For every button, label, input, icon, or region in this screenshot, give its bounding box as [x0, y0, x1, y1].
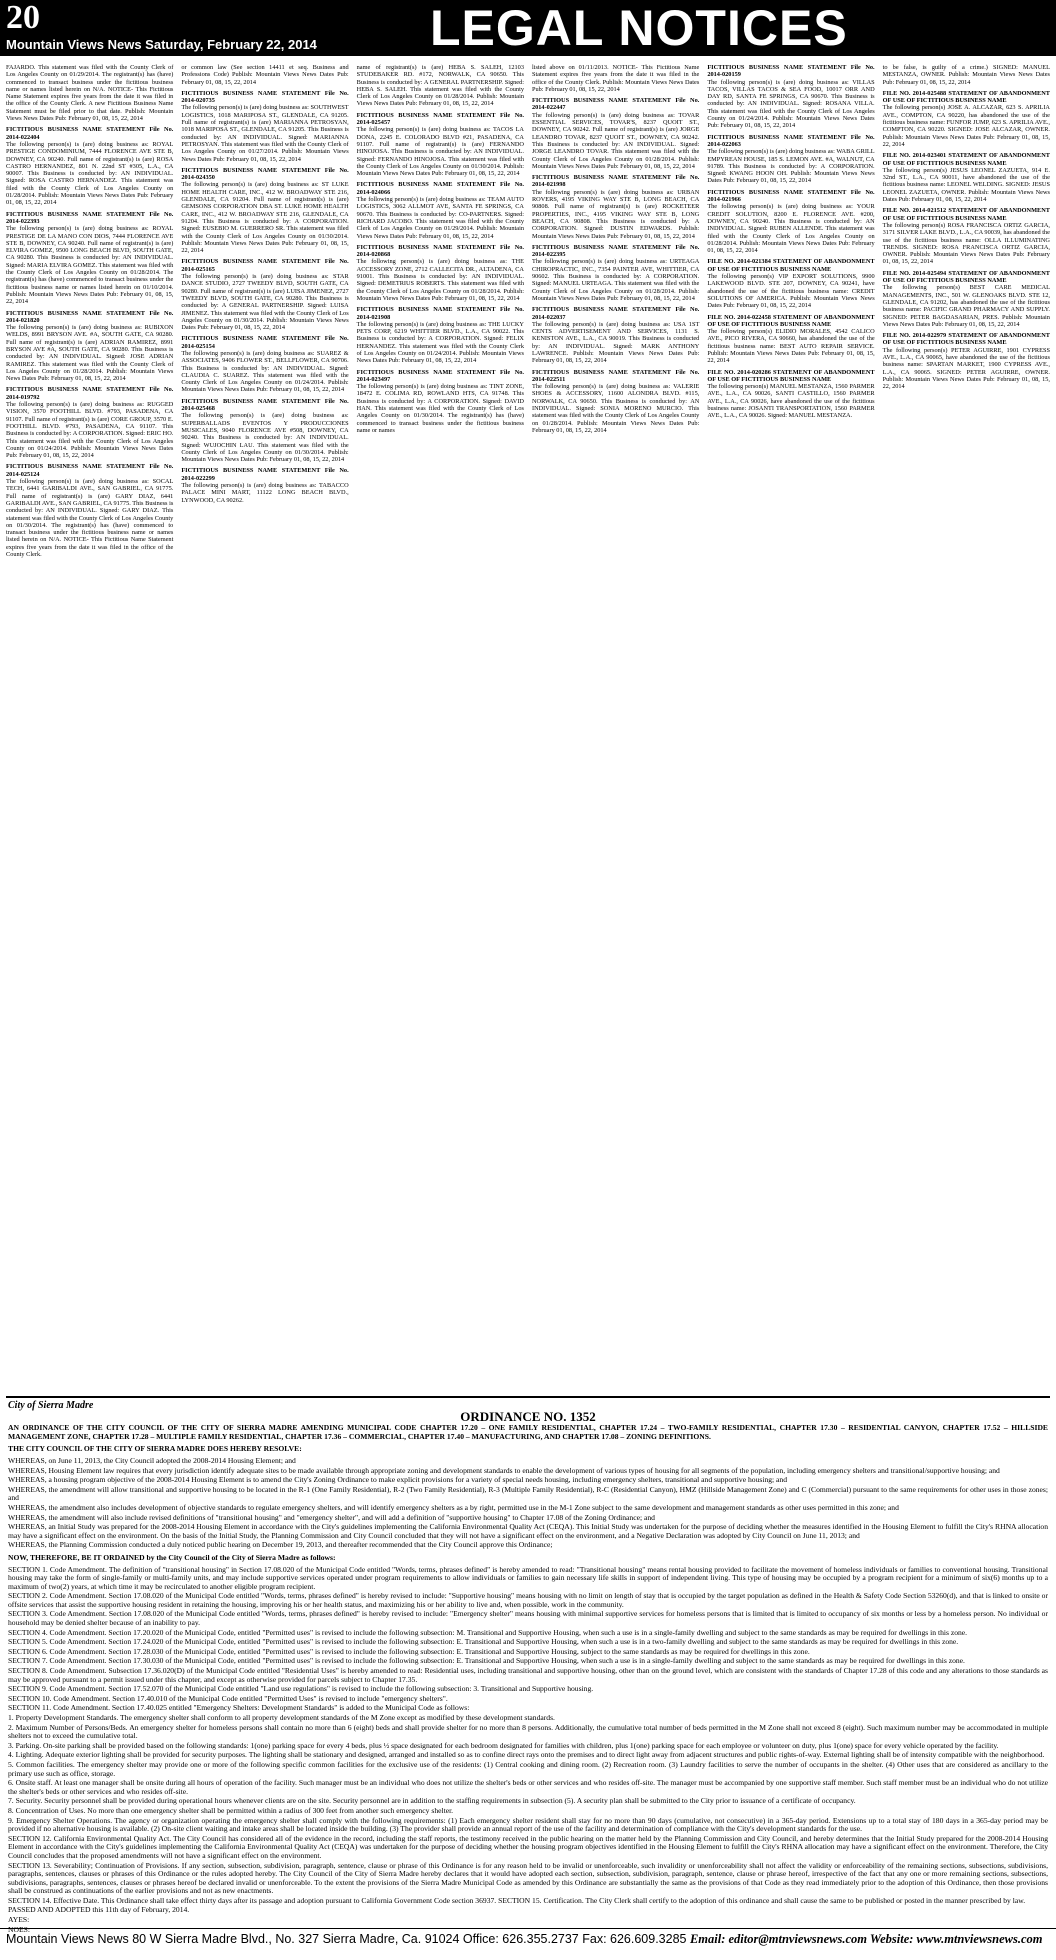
- notice-body: The following person(s) is (are) doing business as: RUGGED VISION, 3570 FOOTHILL BLVD. #793, PASADENA, CA 91107. Full name of registrant(s) is (are) CORE GROUP, 3570 E. FOOTHILL BLVD. #793, PASADENA, CA 91107. This Business is conducted by: A CORPORATION. Signed: ERIC HO. This statement was filed with the County Clerk of Los Angeles County on 01/24/2014. Publish: Mountain Views News Dates Pub: February 01, 08, 15, 22, 2014: [6, 401, 174, 460]
- notice-title: FILE NO. 2014-022979 STATEMENT OF ABANDONMENT OF USE OF FICTITIOUS BUSINESS NAME: [882, 332, 1050, 347]
- notice-body: The following person(s) is (are) doing business as: TEAM AUTO LOGISTICS, 3062 ALLMOT AVE, SANTA FE SPRINGS, CA 90670. This Business is conducted by: CO-PARTNERS. Signed: RICHARD JACOBO. This statement was filed with the County Clerk of Los Angeles County on 01/29/2014. Publish: Mountain Views News Dates Pub: February 01, 08, 15, 22, 2014: [356, 196, 524, 240]
- notice-title: FICTITIOUS BUSINESS NAME STATEMENT File No. 2014-022395: [531, 243, 700, 259]
- notice-body: The following person(s) is (are) doing business as: TACOS LA DONA, 2245 E. COLORADO BLVD #21, PASADENA, CA 91107. Full name of registrant(s) is (are) FERNANDO HINOJOSA. This Business is conducted by: AN INDIVIDUAL. Signed: FERNANDO HINOJOSA. This statement was filed with the County Clerk of Los Angeles County on 01/30/2014. Publish: Mountain Views News Dates Pub: February 01, 08, 15, 22, 2014: [356, 126, 524, 178]
- notice-body: The following person(s) BEST CARE MEDICAL MANAGEMENTS, INC., 501 W. GLENOAKS BLVD. STE 12, GLENDALE, CA 91202, has abandoned the use of the fictitious business name: PACIFIC GRAND PHARMACY AND SUPPLY. SIGNED: PETER BAGDASARIAN, PRES. Publish: Mountain Views News Dates Pub: February 01, 08, 15, 22, 2014: [882, 284, 1050, 328]
- ordinance-section: 7. Security. Security personnel shall be provided during operational hours whenever clients are on the site. Security personnel are in addition to the staffing requirements in subsection (5). A security plan shall be submitted to the City prior to issuance of a certificate of occupancy.: [8, 1796, 856, 1806]
- ordinance-section: SECTION 3. Code Amendment. Section 17.08.020 of the Municipal Code entitled "Words, terms, phrases defined" is hereby revised to include: "Emergency shelter" means housing with minimal supportive services for homeless persons that is limited that is limited to occupancy of six months or less by a homeless person. No individual or household may be denied shelter because of an inability to pay.: [8, 1609, 1048, 1628]
- legal-notice: [6, 64, 173, 122]
- whereas-clause: WHEREAS, the amendment will allow transitional and supportive housing to be located in the R-1 (One Family Residential), R-2 (Two Family Residential), R-3 (Multiple Family Residential), R-C (Residential Canyon), HMZ (Hillside Management Zone) and C (Commercial) pursuant to the same requirements for other uses in those zones; and: [8, 1484, 1048, 1503]
- ordinance-section: SECTION 8. Code Amendment. Subsection 17.36.020(D) of the Municipal Code entitled "Residential Uses" is hereby amended to read: Residential uses, including transitional and supportive housing, other than on the ground level, which are consistent with the standards of Chapter 17.28 of this code and any alterations to those standards as may be approved pursuant to a permit issued under this chapter, and except as otherwise provided for parcels subject to Chapter 17.35.: [8, 1666, 1048, 1684]
- ordinance-section: 8. Concentration of Uses. No more than one emergency shelter shall be permitted within a radius of 300 feet from another such emergency shelter.: [8, 1805, 454, 1815]
- notice-title: FILE NO. 2014-020286 STATEMENT OF ABANDONMENT OF USE OF FICTITIOUS BUSINESS NAME: [707, 368, 875, 383]
- notice-title: FICTITIOUS BUSINESS NAME STATEMENT File No. 2014-022299: [181, 467, 349, 482]
- notice-body: The following person(s) MANUEL MESTANZA, 1560 PARMER AVE., L.A., CA 90026, SANTI CASTILLO, 1560 PARMER AVE., L.A., CA 90026, have abandoned the use of the fictitious business name: JOSANTI TRANSPORTATION, 1560 PARMER AVE., L.A., CA 90026. Signed: MANUEL MESTANZA.: [707, 383, 875, 420]
- notice-title: FILE NO. 2014-023401 STATEMENT OF ABANDONMENT OF USE OF FICTITIOUS BUSINESS NAME: [882, 152, 1050, 167]
- legal-notice: [181, 335, 348, 393]
- legal-notice: [181, 258, 348, 331]
- notice-body: name of registrant(s) is (are) HEBA S. SALEH, 12103 STUDEBAKER RD. #172, NORWALK, CA 90650. This Business is conducted by: A GENERAL PARTNERSHIP. Signed: HEBA S. SALEH. This statement was filed with the County Clerk of Los Angeles County on 01/28/2014. Publish: Mountain Views News Dates Pub: February 01, 08, 15, 22, 2014: [356, 64, 524, 108]
- legal-notice: [883, 64, 1050, 86]
- ordinance-section: SECTION 6. Code Amendment. Section 17.28.030 of the Municipal Code, entitled "Permitted uses" is revised to include the following subsection: E. Transitional and Supportive Housing, subject to the same standards as may be required for dwellings in this zone.: [8, 1646, 810, 1656]
- notice-title: FICTITIOUS BUSINESS NAME STATEMENT File No. 2014-024066: [356, 181, 524, 196]
- legal-notice: [181, 398, 348, 464]
- notice-body: The following person(s) is (are) doing business as: SUPERBALLADS EVENTOS Y PRODUCCIONES MUSICALES, 9040 FLORENCE AVE #508, DOWNEY, CA 90240. This Business is conducted by: AN INDIVIDUAL. Signed: WUJOCHIN LAU. This statement was filed with the County Clerk of Los Angeles County on 01/30/2014. Publish: Mountain Views News Dates Pub: February 01, 08, 15, 22, 2014: [181, 412, 349, 464]
- notice-body: The following person(s) is (are) doing business as: WABA GRILL EMPYREAN HOUSE, 185 S. LEMON AVE. #A, WALNUT, CA 91789. This Business is conducted by: A CORPORATION. Signed: KWANG HOON OH. Publish: Mountain Views News Dates Pub: February 01, 08, 15, 22, 2014: [707, 148, 875, 185]
- ordinance-section: SECTION 1. Code Amendment. The definition of "transitional housing" in Section 17.08.020 of the Municipal Code entitled "Words, terms, phrases defined" is hereby amended to read: "Transitional housing" means rental housing provided to facilitate the movement of homeless individuals or families to conventional housing. Transitional housing may take the form of single-family or multi-family units, and may include supportive services operated under program requirements to allow individuals or families to gain necessary life skills in support of independent living. This type of housing may be occupied by a program recipient for a minimum of six(6) months up to a maximum of two(2) years, at which time it may be recirculated to another eligible program recipient.: [8, 1564, 1048, 1591]
- notice-column: [707, 64, 874, 1390]
- legal-notice: [357, 64, 524, 108]
- notice-title: FICTITIOUS BUSINESS NAME STATEMENT File No. 2014-021998: [531, 174, 700, 189]
- ordinance-resolve: THE CITY COUNCIL OF THE CITY OF SIERRA MADRE DOES HEREBY RESOLVE:: [8, 1444, 302, 1454]
- legal-notice: [707, 369, 874, 420]
- legal-notices-columns: [6, 64, 1050, 1390]
- notice-column: [883, 64, 1050, 1390]
- notice-column: [6, 64, 173, 1390]
- whereas-clause: WHEREAS, Housing Element law requires that every jurisdiction identify adequate sites to be made available through appropriate zoning and development standards to enable the development of various types of housing for all segments of the population, including emergency shelters and transitional/supportive housing; and: [8, 1465, 1000, 1475]
- legal-notice: [883, 270, 1050, 328]
- legal-notice: [357, 369, 524, 435]
- notice-title: FICTITIOUS BUSINESS NAME STATEMENT File No. 2014-025124: [6, 463, 174, 478]
- notice-body: The following person(s) is (are) doing business as: ST LUKE HOME HEALTH CARE, INC., 412 W. BROADWAY STE 216, GLENDALE, CA 91204. Full name of registrant(s) is (are) GEMSONS CORPORATION DBA ST. LUKE HOME HEALTH CARE, INC., 412 W. BROADWAY STE 216, GLENDALE, CA 91204. This Business is conducted by: A CORPORATION. Signed: EUSEBIO M. GUERRERO SR. This statement was filed with the County Clerk of Los Angeles County on 01/30/2014. Publish: Mountain Views News Dates Pub: February 01, 08, 15, 22, 2014: [181, 181, 349, 255]
- whereas-clause: WHEREAS, a housing program objective of the 2008-2014 Housing Element is to amend the City's Zoning Ordinance to make explicit provisions for a variety of special needs housing, including emergency shelters, transitional and supportive housing; and: [8, 1475, 788, 1485]
- notice-body: or common law (See section 14411 et seq. Business and Professions Code) Publish: Mountain Views News Dates Pub: February 01, 08, 15, 22, 2014: [181, 64, 349, 86]
- notice-title: FICTITIOUS BUSINESS NAME STATEMENT File No. 2014-021820: [6, 309, 174, 324]
- notice-body: The following person(s) is (are) doing business as: URBAN ROVERS, 4195 VIKING WAY STE B, LONG BEACH, CA 90808. Full name of registrant(s) is (are) ROCKETEER PROPERTIES, INC., 4195 VIKING WAY STE B, LONG BEACH, CA 90808. This Business is conducted by: A CORPORATION. Signed: DUSTIN EDWARDS. Publish: Mountain Views News Dates Pub: February 01, 08, 15, 22, 2014: [531, 188, 700, 240]
- notice-body: The following person(s) VIP EXPORT SOLUTIONS, 9900 LAKEWOOD BLVD. STE 207, DOWNEY, CA 90241, have abandoned the use of the fictitious business name: CREDIT SOLUTIONS OF AMERICA. Publish: Mountain Views News Dates Pub: February 01, 08, 15, 22, 2014: [707, 273, 875, 310]
- whereas-clause: WHEREAS, the Planning Commission conducted a duly noticed public hearing on December 19, 2013, and thereafter recommended that the City Council approve this Ordinance;: [8, 1540, 553, 1550]
- ordinance-number: ORDINANCE NO. 1352: [460, 1408, 596, 1424]
- notice-title: FICTITIOUS BUSINESS NAME STATEMENT File No. 2014-025468: [181, 397, 349, 413]
- legal-notice: [181, 90, 348, 163]
- legal-notice: [181, 167, 348, 255]
- legal-notice: [532, 369, 699, 435]
- legal-notice: [357, 112, 524, 178]
- whereas-clauses: [8, 1457, 1048, 1550]
- ordinance-section: SECTION 9. Code Amendment. Section 17.52.070 of the Municipal Code entitled "Land use regulations" is revised to include the following subsection: 3. Transitional and Supportive housing.: [8, 1684, 594, 1694]
- legal-notice: [883, 332, 1050, 390]
- notice-body: The following person(s) is (are) doing business as: ROYAL PRESTIGE DE LA MANO CON DIOS, 7444 FLORENCE AVE STE B, DOWNEY, CA 90240. Full name of registrant(s) is (are) ELVIRA GOMEZ, 9500 LONG BEACH BLVD, SOUTH GATE, CA 90280. This Business is conducted by: AN INDIVIDUAL. Signed: MARIA ELVIRA GOMEZ. This statement was filed with the County Clerk of Los Angeles County on 01/28/2014. The registrant(s) has (have) commenced to transact business under the fictitious business name or names listed herein on 01/10/2014. Publish: Mountain Views News Dates Pub: February 01, 08, 15, 22, 2014: [6, 225, 174, 306]
- legal-notice: [707, 64, 874, 130]
- notice-body: to be false, is guilty of a crime.) SIGNED: MANUEL MESTANZA, OWNER. Publish: Mountain Views News Dates Pub: February 01, 08, 15, 22, 2014: [882, 64, 1050, 86]
- ordinance-section: 2. Maximum Number of Persons/Beds. An emergency shelter for homeless persons shall contain no more than 6 (eight) beds and shall provide shelter for no more than 8 persons. Additionally, the cumulative total number of beds permitted in the M Zone shall not exceed 8 (eight). Such maximum number may be accommodated in multiple shelters not to exceed the cumulative total.: [8, 1722, 1048, 1741]
- legal-notice: [707, 314, 874, 365]
- ordinance-section: SECTION 13. Severability; Continuation of Provisions. If any section, subsection, subdivision, paragraph, sentence, clause or phrase of this Ordinance is for any reason held to be invalid or unenforceable, such invalidity or unenforceability shall not affect the validity or enforceability of the remaining sections, subsections, subdivisions, paragraphs, sentences, clauses or phrases of this Ordinance or the rules adopted hereby. The City Council of the City of Sierra Madre hereby declares that it would have adopted each section, subsection, subdivision, paragraph, sentence, clause or phrase hereof, irrespective of the fact that any one or more remaining sections, subsections, subdivisions, paragraphs, sentences, clauses or phrases hereof be declared invalid or unenforceable. To the extent the provisions of the Sierra Madre Municipal Code as amended by this Ordinance are substantially the same as the provisions of that Code as they read immediately prior to the adoption of this Ordinance, then those provisions shall be construed as continuations of the earlier provisions and not as new enactments.: [8, 1860, 1048, 1896]
- legal-notice: [6, 126, 173, 206]
- ordinance-section: 9. Emergency Shelter Operations. The agency or organization operating the emergency shelter shall comply with the following requirements: (1) Each emergency shelter resident shall stay for no more than 90 days (cumulative, not consecutive) in a 365-day period. Extensions up to a total stay of 180 days in a 365-day period may be provided if no alternative housing is available. (2) On-site client waiting and intake areas shall be located inside the building. (3) The provider shall provide an annual report of the use of the facility and determination of compliance with the City's development standards for the use.: [8, 1815, 1048, 1834]
- legal-notice: [6, 211, 173, 306]
- footer-address: Mountain Views News 80 W Sierra Madre Blvd., No. 327 Sierra Madre, Ca. 91024 Office: 626.355.2737 Fax: 626.609.3285: [6, 1932, 690, 1946]
- masthead: [0, 0, 1056, 56]
- notice-title: FICTITIOUS BUSINESS NAME STATEMENT File No. 2014-025154: [181, 335, 349, 350]
- notice-body: The following person(s) is (are) doing business as: STAR DANCE STUDIO, 2727 TWEEDY BLVD, SOUTH GATE, CA 90280. Full name of registrant(s) is (are) LUISA JIMENEZ, 2727 TWEEDY BLVD, SOUTH GATE, CA 90280. This Business is conducted by: A GENERAL PARTNERSHIP. Signed: LUISA JIMENEZ. This statement was filed with the County Clerk of Los Angeles County on 01/30/2014. Publish: Mountain Views News Dates Pub: February 01, 08, 15, 22, 2014: [181, 273, 349, 332]
- notice-body: The following person(s) is (are) doing business as: USA 1ST CENTS ADVERTISEMENT AND SERVICES, 1131 S. KENISTON AVE., L.A., CA 90019. This Business is conducted by: AN INDIVIDUAL. Signed: MARK ANTHONY LAWRENCE. Publish: Mountain Views News Dates Pub: February 01, 08, 15, 22, 2014: [531, 320, 700, 365]
- ordinance-section: 6. Onsite staff. At least one manager shall be onsite during all hours of operation of the facility. Such manager must be an individual who does not utilize the shelter's beds or other services and who resides off-site. The manager must be accompanied by one supportive staff member. Such staff member must be an individual who do not utilize the shelter's beds or other services and who resides off-site.: [8, 1778, 1048, 1796]
- notice-body: The following person(s) is (are) doing business as: URTEAGA CHIROPRACTIC, INC., 7354 PAINTER AVE, WHITTIER, CA 90602. This Business is conducted by: A CORPORATION. Signed: MANUEL URTEAGA. This statement was filed with the County Clerk of Los Angeles County on 01/28/2014. Publish: Mountain Views News Dates Pub: February 01, 08, 15, 22, 2014: [531, 258, 700, 302]
- ayes-label: AYES:: [8, 1915, 30, 1925]
- legal-notice: [357, 244, 524, 302]
- legal-notice: [532, 306, 699, 364]
- footer-contact: Email: editor@mtnviewsnews.com Website: www.mtnviewsnews.com: [689, 1932, 1043, 1946]
- section-title: LEGAL NOTICES: [430, 0, 848, 56]
- notice-title: FICTITIOUS BUSINESS NAME STATEMENT File No. 2014-022511: [531, 368, 700, 383]
- legal-notice: [883, 90, 1050, 148]
- legal-notice: [532, 64, 699, 93]
- ordinance-section: 5. Common facilities. The emergency shelter may provide one or more of the following specific common facilities for the exclusive use of the residents: (1) Central cooking and dining room. (2) Recreation room. (3) Laundry facilities to serve the number of occupants in the shelter. (4) Other uses that are considered as ancillary to the primary use such as office, storage.: [8, 1759, 1048, 1778]
- notice-body: FAJARDO. This statement was filed with the County Clerk of Los Angeles County on 01/29/2014. The registrant(s) has (have) commenced to transact business under the fictitious business name or names listed herein on N/A. NOTICE- This Fictitious Name Statement expires five years from the date it was filed in the office of the County Clerk. A new Fictitious Business Name Statement must be filed prior to that date. Publish: Mountain Views News Dates Pub: February 01, 08, 15, 22, 2014: [6, 64, 174, 123]
- page-number: 20: [6, 0, 40, 36]
- legal-notice: [181, 64, 348, 86]
- notice-body: The following person(s) is (are) doing business as: VILLAS TACOS, VILLAS TACOS & SEA FOOD, 10017 ORR AND DAY RD, SANTA FE SPRINGS, CA 90670. This Business is conducted by: AN INDIVIDUAL. Signed: ROSANA VILLA. This statement was filed with the County Clerk of Los Angeles County on 01/24/2014. Publish: Mountain Views News Dates Pub: February 01, 08, 15, 22, 2014: [707, 78, 875, 130]
- notice-body: The following person(s) is (are) doing business as: YOUR CREDIT SOLUTION, 8200 E. FLORENCE AVE. #200, DOWNEY, CA 90240. This Business is conducted by: AN INDIVIDUAL. Signed: RUBEN ALLENDE. This statement was filed with the County Clerk of Los Angeles County on 01/28/2014. Publish: Mountain Views News Dates Pub: February 01, 08, 15, 22, 2014: [707, 203, 875, 255]
- passed-adopted: PASSED AND ADOPTED this 11th day of February, 2014.: [8, 1905, 190, 1915]
- whereas-clause: WHEREAS, the amendment will also include revised definitions of "transitional housing" and "emergency shelter", and will add a definition of "supportive housing" to Chapter 17.08 of the Zoning Ordinance; and: [8, 1512, 655, 1522]
- legal-notice: [6, 310, 173, 383]
- legal-notice: [532, 244, 699, 302]
- notice-column: [181, 64, 348, 1390]
- notice-body: The following person(s) is (are) doing business as: RUBIXON WELDS, 8991 BRYSON AVE. #A, SOUTH GATE, CA 90280. Full name of registrant(s) is (are) ADRIAN RAMIREZ, 8991 BRYSON AVE #A, SOUTH GATE, CA 90280. This Business is conducted by: AN INDIVIDUAL. Signed: JOSE ADRIAN RAMIREZ. This statement was filed with the County Clerk of Los Angeles County on 01/28/2014. Publish: Mountain Views News Dates Pub: February 01, 08, 15, 22, 2014: [6, 324, 174, 383]
- ordinance-section: SECTION 11. Code Amendment. Section 17.40.025 entitled "Emergency Shelters: Development Standards" is added to the Municipal Code as follows:: [8, 1703, 470, 1713]
- ordinance-section: SECTION 14. Effective Date. This Ordinance shall take effect thirty days after its passage and adoption pursuant to California Government Code section 36937. SECTION 15. Certification. The City Clerk shall certify to the adoption of this ordinance and shall cause the same to be published or posted in the manner prescribed by law.: [8, 1895, 1026, 1905]
- legal-notice: [707, 134, 874, 185]
- notice-body: The following person(s) is (are) doing business as: VALERIE SHOES & ACCESSORY, 11600 ALONDRA BLVD. #115, NORWALK, CA 90650. This Business is conducted by: AN INDIVIDUAL. Signed: SONIA MORENO MURCIO. This statement was filed with the County Clerk of Los Angeles County on 01/28/2014. Publish: Mountain Views News Dates Pub: February 01, 08, 15, 22, 2014: [531, 383, 700, 434]
- notice-title: FICTITIOUS BUSINESS NAME STATEMENT File No. 2014-023497: [356, 368, 524, 383]
- notice-body: The following person(s) JESUS LEONEL ZAZUETA, 914 E. 32nd ST., L.A., CA 90011, have abandoned the use of the fictitious business name: LEONEL WELDING. SIGNED: JESUS LEONEL ZAZUETA, OWNER. Publish: Mountain Views News Dates Pub: February 01, 08, 15, 22, 2014: [882, 166, 1050, 204]
- notice-title: FICTITIOUS BUSINESS NAME STATEMENT File No. 2014-022393: [6, 210, 174, 225]
- legal-notice: [357, 306, 524, 364]
- ordinance-ordained: NOW, THEREFORE, BE IT ORDAINED by the City Council of the City of Sierra Madre as follows:: [8, 1552, 336, 1562]
- notice-body: The following person(s) is (are) doing business as: SUAREZ & ASSOCIATES, 9406 FLOWER ST., BELLFLOWER, CA 90706. This Business is conducted by: AN INDIVIDUAL. Signed: CLAUDIA C. SUAREZ. This statement was filed with the County Clerk of Los Angeles County on 01/24/2014. Publish: Mountain Views News Dates Pub: February 01, 08, 15, 22, 2014: [181, 349, 349, 394]
- ordinance-section: 3. Parking. On-site parking shall be provided based on the following standards: 1(one) parking space for every 4 beds, plus ½ space designated for each bedroom designated for families with children, plus 1(one) parking space for each employee or volunteer on duty, plus 1(one) space for every vehicle operated by the facility.: [8, 1740, 999, 1750]
- notice-title: FICTITIOUS BUSINESS NAME STATEMENT File No. 2014-024350: [181, 166, 349, 182]
- legal-notice: [707, 258, 874, 309]
- legal-notice: [357, 181, 524, 239]
- notice-title: FICTITIOUS BUSINESS NAME STATEMENT File No. 2014-021966: [707, 188, 875, 204]
- legal-notice: [181, 467, 348, 503]
- legal-notice: [6, 386, 173, 459]
- whereas-clause: WHEREAS, on June 11, 2013, the City Council adopted the 2008-2014 Housing Element; and: [8, 1455, 296, 1465]
- ordinance-title: AN ORDINANCE OF THE CITY COUNCIL OF THE CITY OF SIERRA MADRE AMENDING MUNICIPAL CODE CHAPTER 17.20 – ONE FAMILY RESIDENTIAL, CHAPTER 17.24 – TWO-FAMILY RESIDENTIAL, CHAPTER 17.30 – RESIDENTIAL CANYON, CHAPTER 17.52 – HILLSIDE MANAGEMENT ZONE, CHAPTER 17.28 – MULTIPLE FAMILY RESIDENTIAL, CHAPTER 17.36 – COMMERCIAL, CHAPTER 17.40 – MANUFACTURING, AND CHAPTER 17.08 – ZONING DEFINITIONS.: [8, 1423, 1048, 1441]
- notice-body: The following person(s) is (are) doing business as: ROYAL PRESTIGE CONDOMINIUM, 7444 FLORENCE AVE STE B, DOWNEY, CA 90240. Full name of registrant(s) is (are) ROSA CASTRO HERNANDEZ, 801 N. 22nd ST #305, L.A., CA 90007. This Business is conducted by: AN INDIVIDUAL. Signed: ROSA CASTRO HERNANDEZ. This statement was filed with the County Clerk of Los Angeles County on 01/28/2014. Publish: Mountain Views News Dates Pub: February 01, 08, 15, 22, 2014: [6, 140, 174, 207]
- ordinance-section: 4. Lighting. Adequate exterior lighting shall be provided for security purposes. The lighting shall be stationary and designed, arranged and installed so as to confine direct rays onto the premises and to direct light away from adjacent structures and public rights-of-way. External lighting shall be of intensity compatible with the neighborhood.: [8, 1750, 1045, 1760]
- notice-body: The following person(s) is (are) doing business as: THE ACCESSORY ZONE, 2712 CALLECITA DR., ALTADENA, CA 91001. This Business is conducted by: AN INDIVIDUAL. Signed: DEMETRIUS ROBERTS. This statement was filed with the County Clerk of Los Angeles County on 01/28/2014. Publish: Mountain Views News Dates Pub: February 01, 08, 15, 22, 2014: [356, 258, 524, 302]
- ordinance-section: 1. Property Development Standards. The emergency shelter shall conform to all property development standards of the M Zone except as modified by these development standards.: [8, 1713, 555, 1722]
- legal-notice: [707, 189, 874, 255]
- ordinance-section: SECTION 4. Code Amendment. Section 17.20.020 of the Municipal Code, entitled "Permitted uses" is revised to include the following subsection: M. Transitional and Supportive Housing, when such a use is in a single-family dwelling and subject to the same standards as may be required for dwellings in this zone.: [8, 1627, 968, 1637]
- legal-notice: [532, 174, 699, 240]
- notice-title: FICTITIOUS BUSINESS NAME STATEMENT File No. 2014-019792: [6, 386, 174, 401]
- notice-title: FICTITIOUS BUSINESS NAME STATEMENT File No. 2014-022404: [6, 126, 174, 141]
- notice-body: The following person(s) PETER AGUIRRE, 1901 CYPRESS AVE., L.A., CA 90065, have abandoned the use of the fictitious business name: SPARTAN MARKET, 1900 CYPRESS AVE., L.A., CA 90065. SIGNED: PETER AGUIRRE, OWNER. Publish: Mountain Views News Dates Pub: February 01, 08, 15, 22, 2014: [882, 346, 1050, 391]
- ordinance-section: SECTION 12. California Environmental Quality Act. The City Council has considered all of the evidence in the record, including the staff reports, the testimony received in the public hearing on the matter held by the Planning Commission and City Council, and hereby determines that the Initial Study prepared for the 2008-2014 Housing Element in accordance with the City's guidelines implementing the California Environmental Quality Act (CEQA) was undertaken for the purpose of deciding whether the housing program objectives identified in the Housing Element to fulfill the City's RHNA allocation may have a significant effect on the environment. Therefore, the City Council concludes that the proposed amendments will not have a significant effect on the environment.: [8, 1833, 1048, 1860]
- ordinance-section: SECTION 10. Code Amendment. Section 17.40.010 of the Municipal Code entitled "Permitted Uses" is revised to include "emergency shelters".: [8, 1693, 448, 1703]
- section-divider: [6, 1396, 1050, 1398]
- noes-label: NOES:: [8, 1924, 30, 1934]
- footer: [0, 1924, 1056, 1950]
- legal-notice: [6, 463, 173, 558]
- notice-title: FILE NO. 2014-021512 STATEMENT OF ABANDONMENT OF USE OF FICTITIOUS BUSINESS NAME: [882, 207, 1050, 222]
- notice-body: listed above on 01/11/2013. NOTICE- This Fictitious Name Statement expires five years from the date it was filed in the office of the County Clerk. Publish: Mountain Views News Dates Pub: February 01, 08, 15, 22, 2014: [531, 64, 700, 93]
- whereas-clause: WHEREAS, an Initial Study was prepared for the 2008-2014 Housing Element in accordance with the City's guidelines implementing the California Environmental Quality Act (CEQA). This Initial Study was undertaken for the purpose of deciding whether the measures identified in the Housing Element to fulfill the City's RHNA allocation may have a significant effect on the environment. On the basis of the Initial Study, the Planning Commission and City Council concluded that they will not have a significant effect on the environment, and a Negative Declaration was adopted by City Council on June 11, 2013; and: [8, 1522, 1048, 1540]
- city-name: City of Sierra Madre: [8, 1400, 94, 1411]
- notice-title: FICTITIOUS BUSINESS NAME STATEMENT File No. 2014-025457: [356, 111, 524, 127]
- notice-body: The following person(s) is (are) doing business as: TABACCO PALACE MINI MART, 11122 LONG BEACH BLVD., LYNWOOD, CA 90262.: [181, 482, 349, 504]
- notice-title: FICTITIOUS BUSINESS NAME STATEMENT File No. 2014-020159: [707, 64, 875, 79]
- notice-body: The following person(s) JOSE A. ALCAZAR, 623 S. APRILIA AVE., COMPTON, CA 90220, has abandoned the use of the fictitious business name: FUNFOR JUMP, 623 S. APRILIA AVE., COMPTON, CA 90220. SIGNED: JOSE ALCAZAR, OWNER. Publish: Mountain Views News Dates Pub: February 01, 08, 15, 22, 2014: [882, 104, 1050, 148]
- notice-title: FICTITIOUS BUSINESS NAME STATEMENT File No. 2014-022447: [531, 97, 700, 112]
- ordinance-notice: [8, 1400, 1048, 1934]
- ordinance-sections: [8, 1566, 1048, 1906]
- notice-body: The following person(s) is (are) doing business as: TINT ZONE, 18472 E. COLIMA RD, ROWLAND HTS, CA 91748. This Business is conducted by: A CORPORATION. Signed: DAVID HAN. This statement was filed with the County Clerk of Los Angeles County on 01/30/2014. The registrant(s) has (have) commenced to transact business under the fictitious business name or names: [356, 383, 524, 434]
- notice-title: FILE NO. 2014-025494 STATEMENT OF ABANDONMENT OF USE OF FICTITIOUS BUSINESS NAME: [882, 269, 1050, 285]
- notice-body: The following person(s) is (are) doing business as: TOVAR ESSENTIAL SERVICES, TOVAR'S, 8237 QUOIT ST., DOWNEY, CA 90242. Full name of registrant(s) is (are) JORGE LEANDRO TOVAR, 8237 QUOIT ST., DOWNEY, CA 90242. This Business is conducted by: AN INDIVIDUAL. Signed: JORGE LEANDRO TOVAR. This statement was filed with the County Clerk of Los Angeles County on 01/28/2014. Publish: Mountain Views News Dates Pub: February 01, 08, 15, 22, 2014: [531, 111, 700, 170]
- notice-title: FICTITIOUS BUSINESS NAME STATEMENT File No. 2014-022063: [707, 133, 875, 148]
- ordinance-section: SECTION 7. Code Amendment. Section 17.30.030 of the Municipal Code, entitled "Permitted uses" is revised to include the following subsection: E. Transitional and Supportive Housing, when such a use is in a single-family dwelling and subject to the same standards as may be required for dwellings in this zone.: [8, 1656, 965, 1666]
- notice-body: The following person(s) is (are) doing business as: SOCAL TECH, 6441 GARIBALDI AVE., SAN GABRIEL, CA 91775. Full name of registrant(s) is (are) GARY DIAZ, 6441 GARIBALDI AVE., SAN GABRIEL, CA 91775. This Business is conducted by: AN INDIVIDUAL. Signed: GARY DIAZ. This statement was filed with the County Clerk of Los Angeles County on 01/30/2014. The registrant(s) has (have) commenced to transact business under the fictitious business name or names listed herein on N/A. NOTICE- This Fictitious Name Statement expires five years from the date it was filed in the office of the County Clerk.: [6, 478, 174, 558]
- notice-title: FILE NO. 2014-025488 STATEMENT OF ABANDONMENT OF USE OF FICTITIOUS BUSINESS NAME: [882, 89, 1050, 105]
- legal-notice: [883, 207, 1050, 265]
- notice-column: [357, 64, 524, 1390]
- whereas-clause: WHEREAS, the amendment also includes development of objective standards to regulate emergency shelters, and will identify emergency shelters as a by right, permitted use in the M-1 Zone subject to the same development and management standards as other uses permitted in this zone; and: [8, 1502, 899, 1512]
- ordinance-section: SECTION 5. Code Amendment. Section 17.24.020 of the Municipal Code, entitled "Permitted uses" is revised to include the following subsection: E. Transitional and Supportive Housing, when such a use is in a two-family dwelling and subject to the same standards as may be required for dwellings in this zone.: [8, 1637, 959, 1647]
- legal-notice: [532, 97, 699, 170]
- notice-body: The following person(s) ROSA FRANCISCA ORTIZ GARCIA, 3171 SILVER LAKE BLVD., L.A., CA 90039, has abandoned the use of the fictitious business name: OLLA ILLUMINATING TRENDS. SIGNED: ROSA FRANCISCA ORTIZ GARCIA, OWNER. Publish: Mountain Views News Dates Pub: February 01, 08, 15, 22, 2014: [882, 221, 1050, 266]
- ordinance-section: SECTION 2. Code Amendment. Section 17.08.020 of the Municipal Code entitled "Words, terms, phrases defined" is hereby revised to include: "Supportive housing" means housing with no limit on length of stay that is occupied by the target population as defined in the Health & Safety Code Section 53260(d), and that is linked to onsite or offsite services that assist the supportive housing resident in retaining the housing, improving his or her health status, and maximizing his or her ability to live and, when possible, work in the community.: [8, 1591, 1048, 1609]
- notice-body: The following person(s) is (are) doing business as: SOUTHWEST LOGISTICS, 1018 MARIPOSA ST., GLENDALE, CA 91205. Full name of registrant(s) is (are) MARIANNA PETROSYAN, 1018 MARIPOSA ST., GLENDALE, CA 91205. This Business is conducted by: AN INDIVIDUAL. Signed: MARIANNA PETROSYAN. This statement was filed with the County Clerk of Los Angeles County on 01/27/2014. Publish: Mountain Views News Dates Pub: February 01, 08, 15, 22, 2014: [181, 104, 349, 163]
- notice-body: The following person(s) ELIDIO MORALES, 4542 CALICO AVE., PICO RIVERA, CA 90660, has abandoned the use of the fictitious business name: BEST AUTO REPAIR SERVICE. Publish: Mountain Views News Dates Pub: February 01, 08, 15, 22, 2014: [707, 328, 875, 365]
- publication-line: Mountain Views News Saturday, February 22, 2014: [6, 37, 317, 52]
- notice-title: FICTITIOUS BUSINESS NAME STATEMENT File No. 2014-020735: [181, 89, 349, 105]
- notice-title: FICTITIOUS BUSINESS NAME STATEMENT File No. 2014-022037: [531, 306, 700, 321]
- notice-title: FICTITIOUS BUSINESS NAME STATEMENT File No. 2014-025165: [181, 258, 349, 273]
- notice-title: FICTITIOUS BUSINESS NAME STATEMENT File No. 2014-021908: [356, 306, 524, 321]
- notice-title: FILE NO. 2014-021384 STATEMENT OF ABANDONMENT OF USE OF FICTITIOUS BUSINESS NAME: [707, 258, 875, 273]
- legal-notice: [883, 152, 1050, 203]
- notice-body: The following person(s) is (are) doing business as: THE LUCKY PETS CORP, 6219 WHITTIER BLVD., L.A., CA 90022. This Business is conducted by: A CORPORATION. Signed: FELIX HERNANDEZ. This statement was filed with the County Clerk of Los Angeles County on 01/24/2014. Publish: Mountain Views News Dates Pub: February 01, 08, 15, 22, 2014: [356, 320, 524, 365]
- notice-title: FICTITIOUS BUSINESS NAME STATEMENT File No. 2014-020868: [356, 243, 524, 259]
- notice-column: [532, 64, 699, 1390]
- notice-title: FILE NO. 2014-022458 STATEMENT OF ABANDONMENT OF USE OF FICTITIOUS BUSINESS NAME: [707, 313, 875, 328]
